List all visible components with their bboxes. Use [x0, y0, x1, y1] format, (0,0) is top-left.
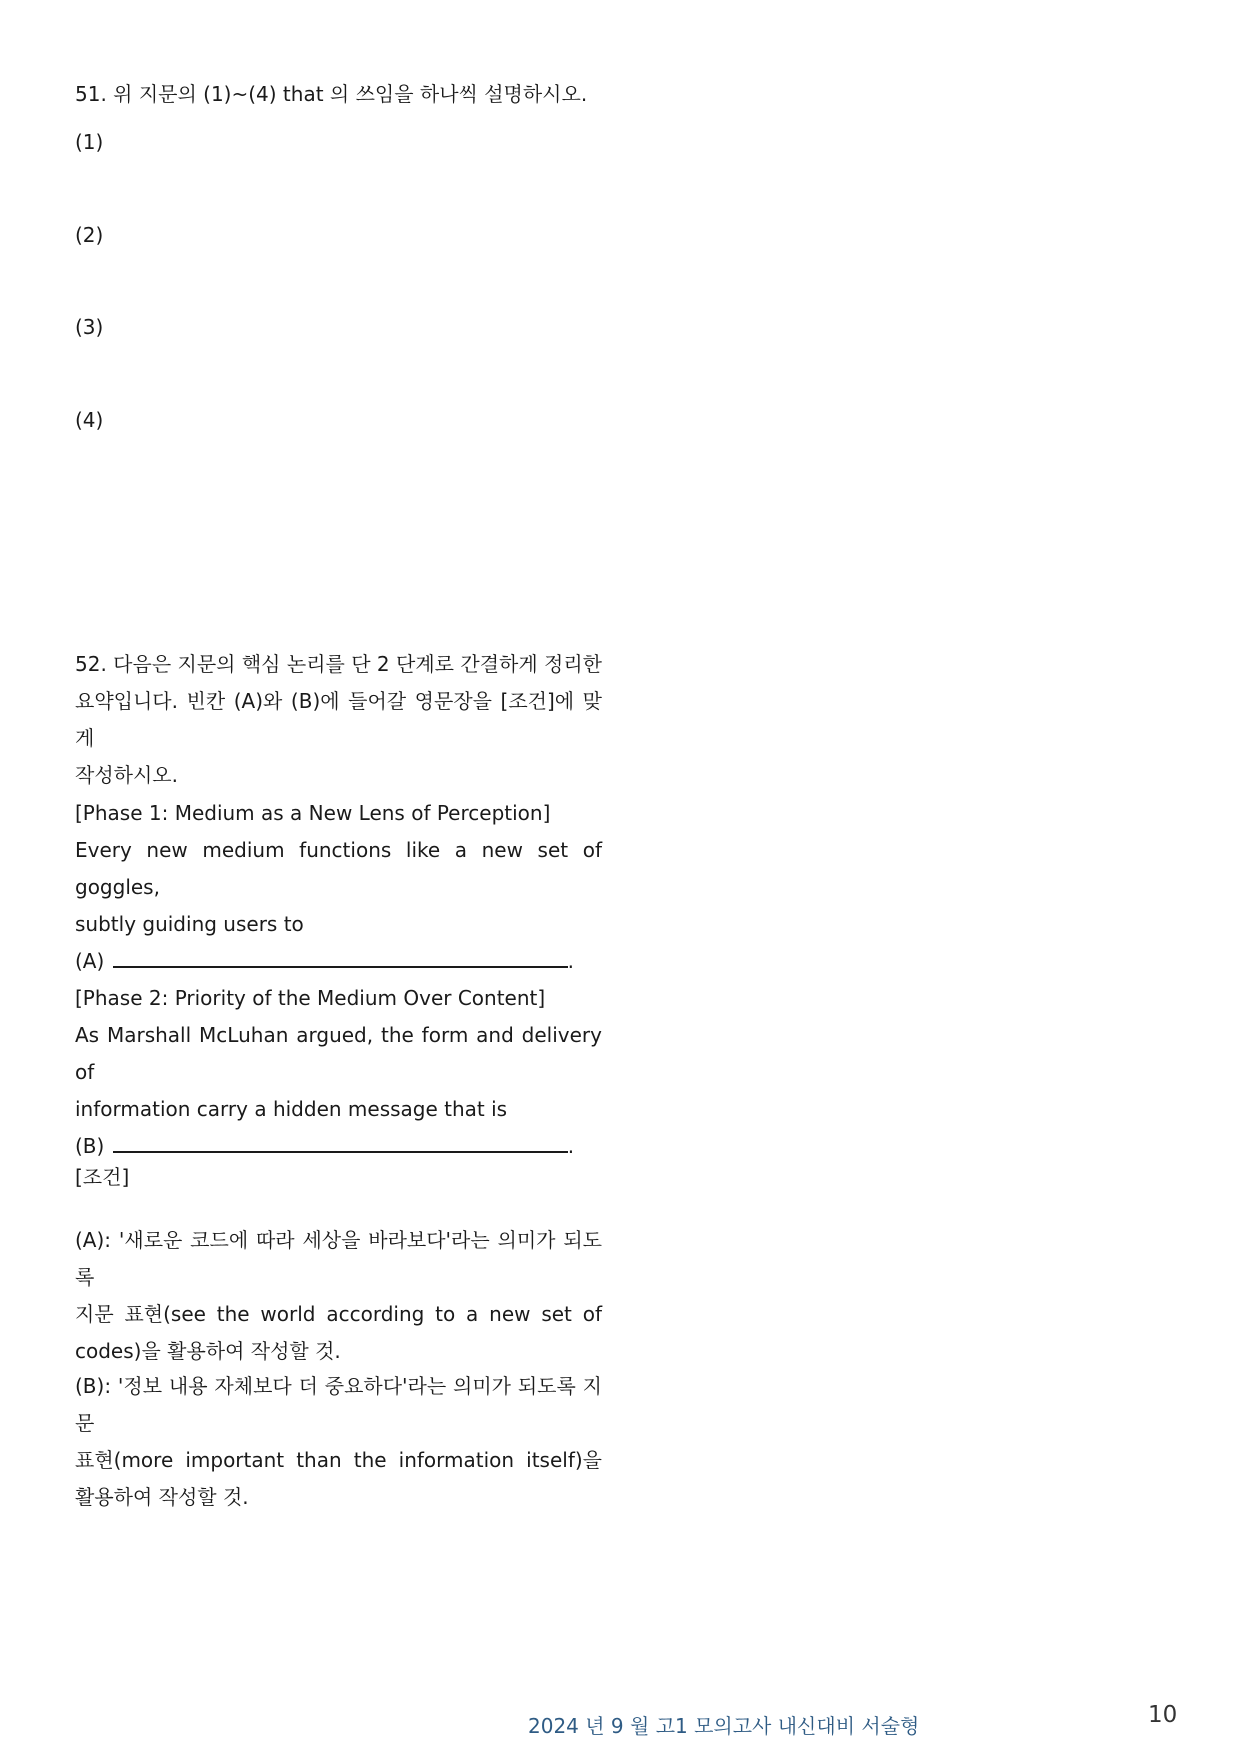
phase2-line: As Marshall McLuhan argued, the form and delivery of — [75, 1023, 602, 1084]
condition-a-line: 지문 표현(see the world according to a new set of — [75, 1302, 602, 1326]
q52-prompt — [75, 646, 602, 794]
phase1-line: subtly guiding users to — [75, 912, 304, 936]
condition-b-line: 활용하여 작성할 것. — [75, 1485, 249, 1509]
q51-item-3: (3) — [75, 315, 104, 339]
condition-b — [75, 1368, 602, 1516]
condition-a-line: (A): '새로운 코드에 따라 세상을 바라보다'라는 의미가 되도록 — [75, 1228, 602, 1289]
blank-a-line[interactable] — [113, 948, 568, 968]
q51-prompt: 51. 위 지문의 (1)~(4) that 의 쓰임을 하나씩 설명하시오. — [75, 82, 588, 106]
condition-a-line: codes)을 활용하여 작성할 것. — [75, 1339, 341, 1363]
q52-prompt-line: 요약입니다. 빈칸 (A)와 (B)에 들어갈 영문장을 [조건]에 맞게 — [75, 689, 602, 750]
conditions-heading: [조건] — [75, 1165, 130, 1189]
phase2-line: information carry a hidden message that is — [75, 1097, 508, 1121]
condition-b-line: 표현(more important than the information itself)을 — [75, 1448, 602, 1472]
q51-item-2: (2) — [75, 223, 104, 247]
blank-b-end: . — [567, 1134, 575, 1158]
footer-title: 2024 년 9 월 고1 모의고사 내신대비 서술형 — [528, 1714, 920, 1738]
phase2-heading: [Phase 2: Priority of the Medium Over Content] — [75, 986, 546, 1010]
q51-item-4: (4) — [75, 408, 104, 432]
page-number: 10 — [1148, 1702, 1178, 1728]
phase1-line: Every new medium functions like a new set of goggles, — [75, 838, 602, 899]
q51-item-1: (1) — [75, 130, 104, 154]
blank-a-label: (A) — [75, 949, 105, 973]
blank-a-end: . — [567, 949, 575, 973]
q52-prompt-line: 52. 다음은 지문의 핵심 논리를 단 2 단계로 간결하게 정리한 — [75, 652, 602, 676]
blank-b-row — [75, 1128, 602, 1165]
blank-b-line[interactable] — [113, 1133, 568, 1153]
blank-b-label: (B) — [75, 1134, 105, 1158]
q52-prompt-line: 작성하시오. — [75, 763, 178, 787]
blank-a-row — [75, 943, 602, 980]
condition-b-line: (B): '정보 내용 자체보다 더 중요하다'라는 의미가 되도록 지문 — [75, 1374, 602, 1435]
phase2-block — [75, 980, 602, 1165]
condition-a — [75, 1222, 602, 1370]
phase1-heading: [Phase 1: Medium as a New Lens of Perception] — [75, 801, 551, 825]
phase1-block — [75, 795, 602, 980]
